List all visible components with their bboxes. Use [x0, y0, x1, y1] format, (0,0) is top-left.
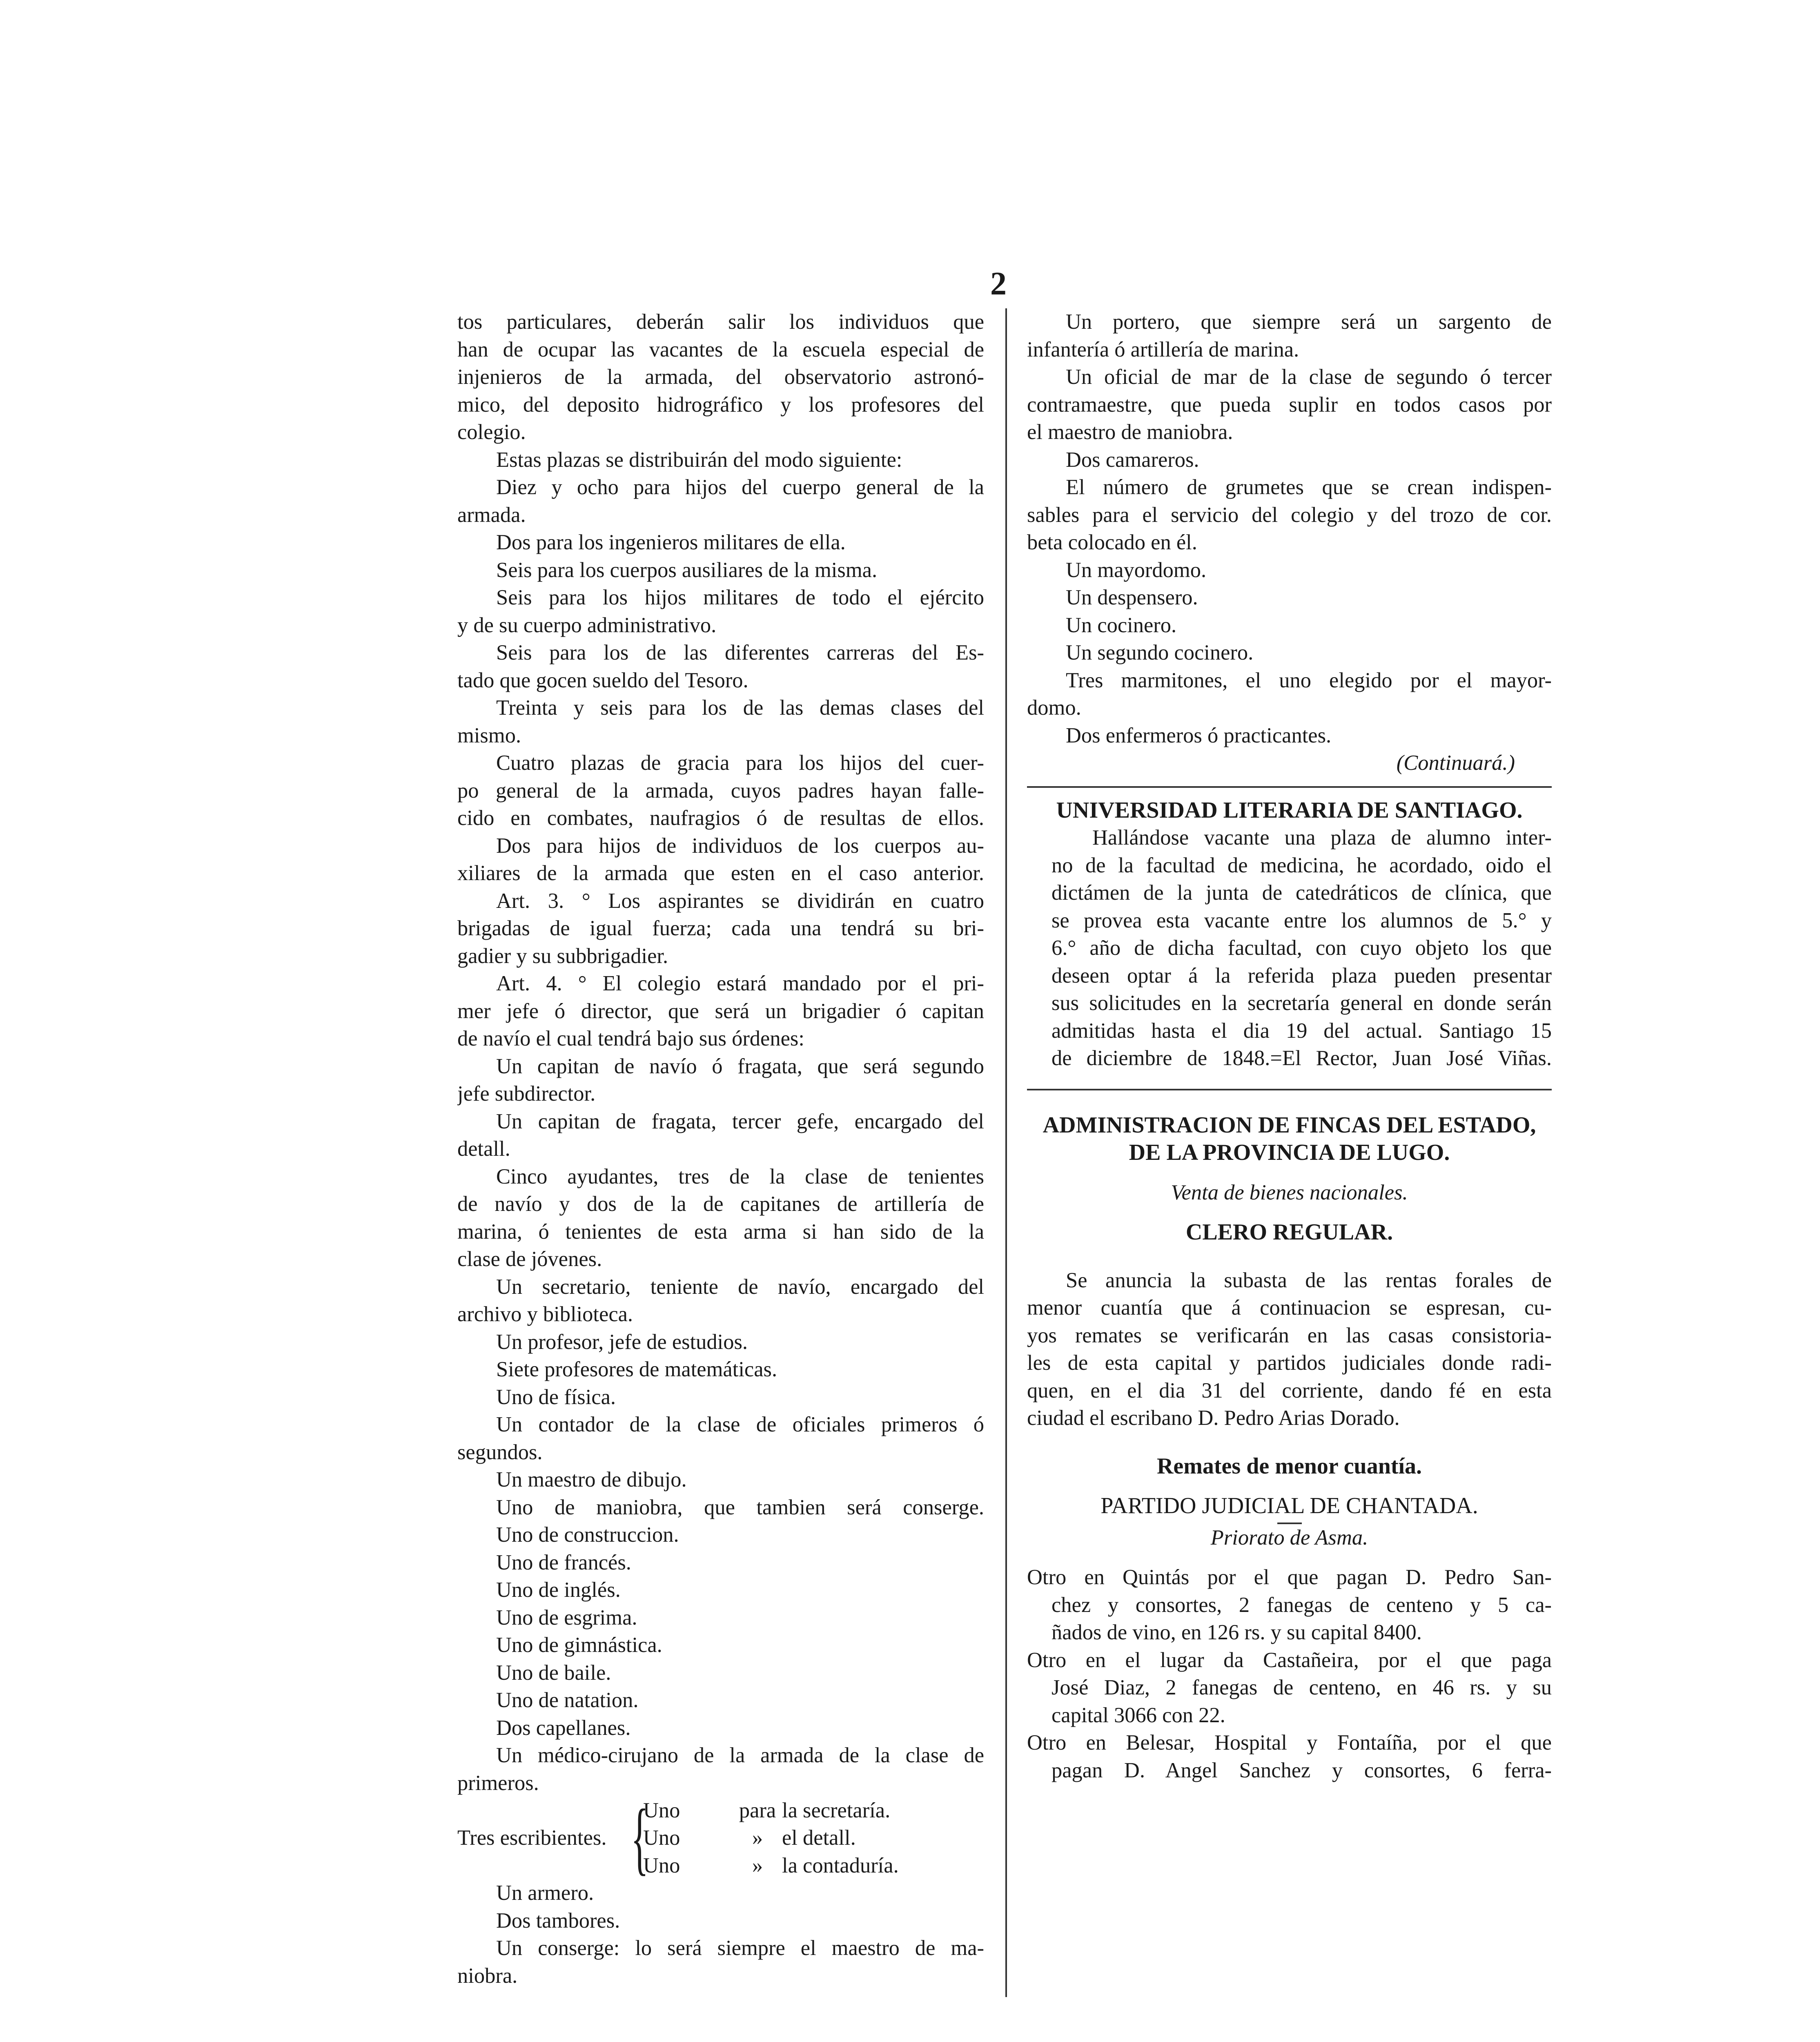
text-line: Seis para los hijos militares de todo el ejército — [496, 586, 984, 609]
text-line: Se anuncia la subasta de las rentas forales de — [1066, 1268, 1552, 1292]
text-line: primeros. — [457, 1771, 539, 1795]
right-column — [1027, 308, 1552, 1784]
text-line: Un maestro de dibujo. — [496, 1468, 687, 1491]
brace-item-b: » — [752, 1826, 763, 1850]
text-line: el maestro de maniobra. — [1027, 420, 1233, 444]
text-line: Un contador de la clase de oficiales primeros ó — [496, 1413, 984, 1436]
text-line: injenieros de la armada, del observatorio astronó- — [457, 365, 984, 389]
brace-item-b: » — [752, 1853, 763, 1877]
text-line: beta colocado en él. — [1027, 531, 1197, 554]
text-line: mismo. — [457, 723, 521, 747]
brace-item-a: Uno — [643, 1853, 680, 1877]
text-line: Uno de física. — [496, 1385, 616, 1409]
text-line: Hallándose vacante una plaza de alumno inter- — [1092, 826, 1552, 849]
text-line: Un segundo cocinero. — [1066, 641, 1254, 664]
text-line: xiliares de la armada que esten en el caso anterior. — [457, 861, 984, 885]
text-line: les de esta capital y partidos judiciales donde radi- — [1027, 1351, 1552, 1375]
text-line: Uno de francés. — [496, 1550, 631, 1574]
section-divider — [1027, 1089, 1552, 1090]
text-line: 6.° año de dicha facultad, con cuyo objeto los que — [1051, 936, 1552, 960]
partido-heading: PARTIDO JUDICIAL DE CHANTADA. — [1100, 1493, 1478, 1518]
brace-item-a: Uno — [643, 1826, 680, 1850]
text-line: Uno de natation. — [496, 1688, 639, 1712]
text-line: domo. — [1027, 696, 1081, 720]
spacer — [1027, 1246, 1552, 1267]
text-line: Un conserge: lo será siempre el maestro de ma- — [496, 1936, 984, 1960]
text-line: chez y consortes, 2 fanegas de centeno y 5 ca- — [1051, 1593, 1552, 1617]
continuara-note: (Continuará.) — [1396, 751, 1515, 775]
text-line: mico, del deposito hidrográfico y los profesores del — [457, 392, 984, 417]
text-line: José Diaz, 2 fanegas de centeno, en 46 rs. y su — [1051, 1676, 1552, 1699]
text-line: brigadas de igual fuerza; cada una tendrá su bri- — [457, 916, 984, 940]
spacer — [1027, 1099, 1552, 1112]
text-line: pagan D. Angel Sanchez y consortes, 6 ferra- — [1051, 1758, 1552, 1782]
text-line: Cuatro plazas de gracia para los hijos del cuer- — [496, 751, 984, 775]
text-line: ñados de vino, en 126 rs. y su capital 8400. — [1051, 1621, 1422, 1644]
priorato-heading: Priorato de Asma. — [1210, 1525, 1368, 1549]
text-line: clase de jóvenes. — [457, 1247, 602, 1271]
text-line: colegio. — [457, 420, 526, 444]
administracion-title-1: ADMINISTRACION DE FINCAS DEL ESTADO, — [1043, 1112, 1536, 1138]
brace-items — [643, 1797, 984, 1880]
administracion-title-2: DE LA PROVINCIA DE LUGO. — [1129, 1140, 1450, 1165]
text-line: Estas plazas se distribuirán del modo siguiente: — [496, 448, 902, 472]
text-line: armada. — [457, 503, 526, 527]
spacer — [1027, 1167, 1552, 1179]
brace-block — [457, 1793, 984, 1883]
universidad-title: UNIVERSIDAD LITERARIA DE SANTIAGO. — [1056, 797, 1523, 823]
brace-item-a: Uno — [643, 1798, 680, 1822]
text-line: Otro en el lugar da Castañeira, por el que paga — [1027, 1648, 1552, 1672]
text-line: Treinta y seis para los de las demas clases del — [496, 696, 984, 720]
text-line: contramaestre, que pueda suplir en todos casos por — [1027, 392, 1552, 417]
text-line: de diciembre de 1848.=El Rector, Juan José Viñas. — [1051, 1046, 1552, 1070]
text-line: Un médico-cirujano de la armada de la clase de — [496, 1743, 984, 1767]
administracion-items — [1027, 1564, 1552, 1784]
left-column — [457, 308, 984, 1990]
text-line: po general de la armada, cuyos padres hayan falle- — [457, 778, 984, 803]
left-column-body — [457, 308, 984, 1797]
text-line: deseen optar á la referida plaza pueden presentar — [1051, 963, 1552, 988]
text-line: Uno de baile. — [496, 1661, 611, 1685]
spacer — [1027, 1206, 1552, 1219]
section-divider — [1027, 786, 1552, 788]
universidad-body — [1027, 824, 1552, 1072]
text-line: segundos. — [457, 1440, 543, 1464]
text-line: admitidas hasta el dia 19 del actual. Santiago 15 — [1051, 1019, 1552, 1043]
left-column-tail — [457, 1879, 984, 1990]
text-line: Un profesor, jefe de estudios. — [496, 1330, 748, 1354]
text-line: Un armero. — [496, 1881, 594, 1905]
text-line: Un cocinero. — [1066, 613, 1177, 637]
brace-item — [643, 1824, 984, 1852]
text-line: sables para el servicio del colegio y del trozo de cor. — [1027, 503, 1552, 527]
administracion-subtitle: Venta de bienes nacionales. — [1171, 1180, 1408, 1204]
spacer — [1027, 1432, 1552, 1453]
text-line: no de la facultad de medicina, he acordado, oido el — [1051, 853, 1552, 877]
text-line: menor cuantía que á continuacion se espresan, cu- — [1027, 1296, 1552, 1320]
brace-item-c: la secretaría. — [782, 1798, 891, 1822]
page-number: 2 — [990, 266, 1007, 302]
administracion-body — [1027, 1267, 1552, 1432]
spacer — [1027, 1480, 1552, 1492]
text-line: gadier y su subbrigadier. — [457, 944, 668, 968]
text-line: de navío el cual tendrá bajo sus órdenes: — [457, 1027, 804, 1050]
text-line: Un capitan de navío ó fragata, que será segundo — [496, 1054, 984, 1078]
text-line: Diez y ocho para hijos del cuerpo general de la — [496, 475, 984, 499]
text-line: tos particulares, deberán salir los individuos que — [457, 310, 984, 334]
text-line: Dos para los ingenieros militares de ella. — [496, 531, 846, 554]
brace-item — [643, 1797, 984, 1825]
text-line: niobra. — [457, 1964, 518, 1988]
text-line: Otro en Belesar, Hospital y Fontaíña, por el que — [1027, 1731, 1552, 1754]
text-line: jefe subdirector. — [457, 1082, 596, 1106]
text-line: Otro en Quintás por el que pagan D. Pedro San- — [1027, 1565, 1552, 1589]
text-line: yos remates se verificarán en las casas consistoria- — [1027, 1323, 1552, 1347]
text-line: Uno de inglés. — [496, 1578, 621, 1602]
text-line: Uno de gimnástica. — [496, 1633, 662, 1657]
text-line: Un portero, que siempre será un sargento de — [1066, 310, 1552, 334]
text-line: mer jefe ó director, que será un brigadier ó capitan — [457, 999, 984, 1023]
spacer — [1027, 1552, 1552, 1564]
curly-brace-glyph: { — [631, 1793, 649, 1883]
text-line: quen, en el dia 31 del corriente, dando fé en esta — [1027, 1378, 1552, 1402]
brace-item — [643, 1852, 984, 1880]
text-line: se provea esta vacante entre los alumnos de 5.° y — [1051, 908, 1552, 932]
text-line: Uno de esgrima. — [496, 1605, 637, 1630]
text-line: detall. — [457, 1137, 510, 1161]
column-rule — [1005, 308, 1007, 1997]
text-line: Dos capellanes. — [496, 1716, 631, 1740]
brace-label: Tres escribientes. — [457, 1826, 607, 1850]
brace-item-c: la contaduría. — [782, 1853, 899, 1877]
text-line: han de ocupar las vacantes de la escuela especial de — [457, 337, 984, 361]
text-line: Seis para los de las diferentes carreras del Es- — [496, 641, 984, 664]
brace-item-c: el detall. — [782, 1826, 856, 1850]
text-line: marina, ó tenientes de esta arma si han sido de la — [457, 1219, 984, 1244]
text-line: Seis para los cuerpos ausiliares de la misma. — [496, 558, 878, 582]
text-line: Cinco ayudantes, tres de la clase de tenientes — [496, 1164, 984, 1188]
text-line: cido en combates, naufragios ó de resultas de ellos. — [457, 806, 984, 830]
text-line: El número de grumetes que se crean indispen- — [1066, 475, 1552, 499]
text-line: infantería ó artillería de marina. — [1027, 337, 1299, 361]
text-line: Siete profesores de matemáticas. — [496, 1358, 777, 1381]
text-line: Un oficial de mar de la clase de segundo ó tercer — [1066, 365, 1552, 389]
text-line: Art. 4. ° El colegio estará mandado por el pri- — [496, 972, 984, 995]
text-line: Dos camareros. — [1066, 448, 1199, 472]
clero-regular-heading: CLERO REGULAR. — [1185, 1219, 1393, 1245]
text-line: Tres marmitones, el uno elegido por el mayor- — [1066, 668, 1552, 692]
text-line: de navío y dos de la de capitanes de artillería de — [457, 1192, 984, 1216]
brace-item-b: para — [739, 1798, 776, 1822]
text-line: ciudad el escribano D. Pedro Arias Dorado. — [1027, 1406, 1400, 1430]
text-line: Un despensero. — [1066, 586, 1198, 609]
text-line: Dos para hijos de individuos de los cuerpos au- — [496, 834, 984, 858]
text-line: y de su cuerpo administrativo. — [457, 613, 717, 637]
text-line: Dos enfermeros ó practicantes. — [1066, 723, 1332, 747]
text-line: Uno de construccion. — [496, 1523, 679, 1547]
text-line: Dos tambores. — [496, 1908, 620, 1933]
text-line: Un secretario, teniente de navío, encargado del — [496, 1275, 984, 1299]
text-line: archivo y biblioteca. — [457, 1302, 633, 1326]
right-top-body — [1027, 308, 1552, 749]
text-line: sus solicitudes en la secretaría general en donde serán — [1051, 991, 1552, 1015]
text-line: Un capitan de fragata, tercer gefe, encargado del — [496, 1109, 984, 1133]
text-line: dictámen de la junta de catedráticos de clínica, que — [1051, 881, 1552, 905]
text-line: Un mayordomo. — [1066, 558, 1207, 582]
text-line: capital 3066 con 22. — [1051, 1703, 1225, 1727]
text-line: Art. 3. ° Los aspirantes se dividirán en cuatro — [496, 889, 984, 913]
remates-heading: Remates de menor cuantía. — [1156, 1453, 1422, 1479]
text-line: Uno de maniobra, que tambien será conserge. — [496, 1495, 984, 1519]
text-line: tado que gocen sueldo del Tesoro. — [457, 668, 748, 692]
